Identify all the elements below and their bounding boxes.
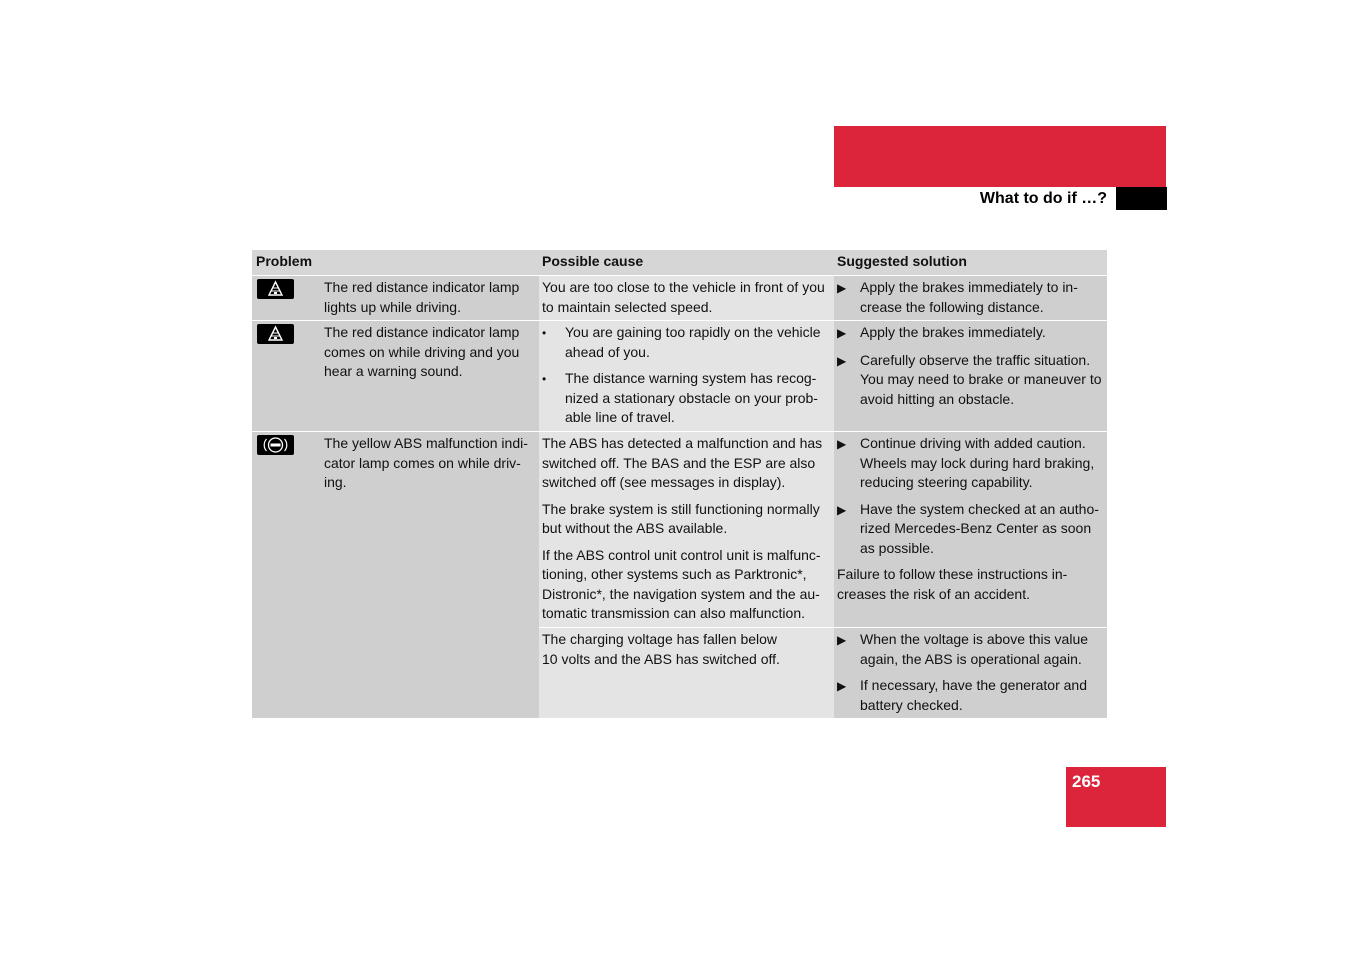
distance-warning-icon — [257, 279, 294, 299]
solution-text: Have the system checked at an autho-rized Mercedes-Benz Center as soon as possible. — [860, 500, 1099, 556]
arrow-icon: ▶ — [837, 353, 847, 368]
table-row — [539, 432, 1107, 627]
solution-cell — [834, 321, 1107, 431]
column-header-problem: Problem — [252, 250, 539, 275]
page-number: 265 — [1072, 772, 1101, 791]
solution-text: If necessary, have the generator and battery checked. — [860, 677, 1087, 713]
problem-text: The red distance indicator lamp comes on while driving and you hear a warning sound. — [324, 324, 520, 379]
solution-text: Carefully observe the traffic situation. You may need to brake or maneuver to avoid hitting an obstacle. — [860, 351, 1102, 407]
arrow-icon: ▶ — [837, 281, 847, 295]
list-item — [837, 434, 1103, 493]
troubleshooting-table — [252, 250, 1107, 718]
table-row — [252, 431, 1107, 718]
table-row — [252, 275, 1107, 320]
section-subtitle: What to do if …? — [979, 190, 1107, 207]
cause-text: If the ABS control unit control unit is malfunc-tioning, other systems such as Parktronic*, Distronic*, the navigation system and the au-tomatic transmission can also malfunction. — [542, 546, 821, 621]
list-item — [837, 351, 1103, 410]
abs-icon — [257, 435, 294, 455]
solution-text: When the voltage is above this value again, the ABS is operational again. — [860, 631, 1089, 667]
cause-text: You are gaining too rapidly on the vehicle ahead of you. — [565, 324, 821, 360]
cause-text: You are too close to the vehicle in front of you to maintain selected speed. — [542, 279, 825, 315]
cause-cell — [539, 628, 834, 718]
problem-text: The red distance indicator lamp lights up while driving. — [324, 279, 520, 315]
distance-warning-icon — [257, 324, 294, 344]
solution-cell — [834, 432, 1107, 627]
arrow-icon: ▶ — [837, 502, 847, 517]
cause-text: The brake system is still functioning normally but without the ABS available. — [542, 500, 820, 536]
solution-cell — [834, 276, 1107, 320]
solution-note: Failure to follow these instructions in-creases the risk of an accident. — [837, 566, 1068, 602]
problem-cell — [252, 276, 539, 320]
list-item — [542, 369, 830, 428]
abs-causes-solutions — [539, 432, 1107, 718]
cause-cell — [539, 276, 834, 320]
cause-text: The ABS has detected a malfunction and has switched off. The BAS and the ESP are also switched off (see messages in display). — [542, 435, 823, 490]
header-banner — [834, 126, 1166, 187]
list-item — [837, 278, 1103, 317]
table-header-row — [252, 250, 1107, 275]
table-row — [539, 627, 1107, 718]
table-row — [252, 320, 1107, 431]
header-tab-marker — [1116, 187, 1167, 210]
section-title: Practical hints — [1172, 160, 1292, 179]
column-header-cause: Possible cause — [539, 250, 834, 275]
solution-text: Apply the brakes immediately. — [860, 324, 1046, 340]
solution-cell — [834, 628, 1107, 718]
cause-cell — [539, 432, 834, 627]
cause-text: The charging voltage has fallen below 10 volts and the ABS has switched off. — [542, 631, 780, 667]
list-item — [837, 676, 1103, 715]
problem-cell — [252, 432, 539, 718]
list-item — [542, 323, 830, 362]
arrow-icon: ▶ — [837, 679, 847, 693]
bullet-icon: • — [542, 326, 547, 340]
column-header-solution: Suggested solution — [834, 250, 1107, 275]
arrow-icon: ▶ — [837, 437, 847, 451]
arrow-icon: ▶ — [837, 326, 847, 340]
cause-cell — [539, 321, 834, 431]
arrow-icon: ▶ — [837, 633, 847, 647]
list-item — [837, 630, 1103, 669]
solution-text: Continue driving with added caution. Wheels may lock during hard braking, reducing steering capability. — [860, 435, 1095, 490]
list-item — [837, 323, 1103, 344]
bullet-icon: • — [542, 372, 547, 386]
problem-cell — [252, 321, 539, 431]
solution-text: Apply the brakes immediately to in-crease the following distance. — [860, 279, 1078, 315]
cause-text: The distance warning system has recog-nized a stationary obstacle on your prob-able line of travel. — [565, 370, 818, 425]
problem-text: The yellow ABS malfunction indi-cator lamp comes on while driv-ing. — [324, 435, 528, 490]
list-item — [837, 500, 1103, 559]
